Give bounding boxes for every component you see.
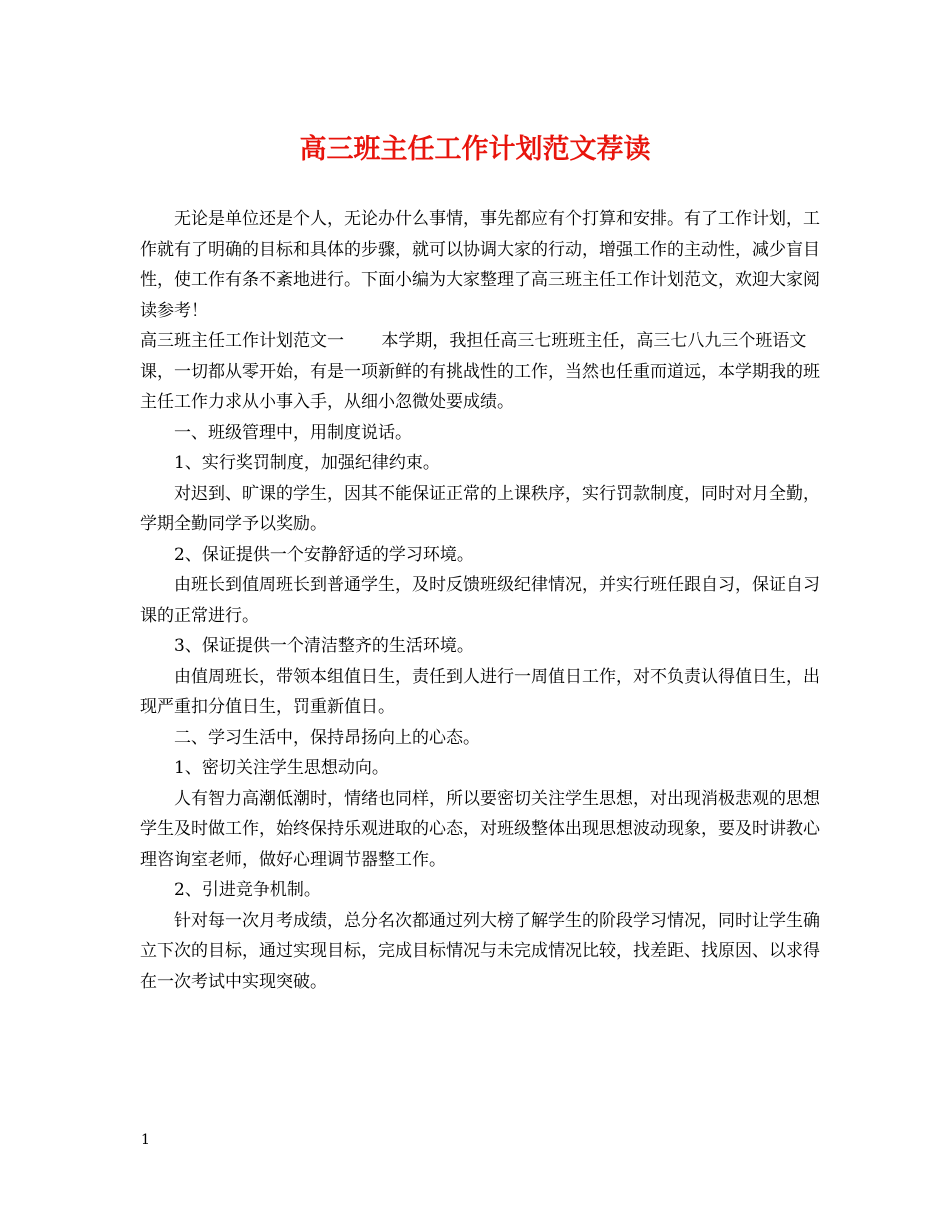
body-paragraph: 二、学习生活中，保持昂扬向上的心态。 [174,727,480,748]
body-paragraph: 对迟到、旷课的学生，因其不能保证正常的上课秩序，实行罚款制度，同时对月全勤，学期全勤同学予以奖励。 [140,483,820,534]
page-number: 1 [141,1132,150,1148]
body-paragraph: 一、班级管理中，用制度说话。 [174,422,412,443]
body-paragraph: 由值周班长，带领本组值日生，责任到人进行一周值日工作，对不负责认得值日生，出现严重扣分值日生，罚重新值日。 [140,666,820,717]
body-paragraph: 1、密切关注学生思想动向。 [174,758,389,778]
section-intro-paragraph [140,326,830,418]
document-title: 高三班主任工作计划范文荐读 [299,134,651,165]
body-paragraph: 3、保证提供一个清洁整齐的生活环境。 [174,636,474,656]
body-paragraph: 1、实行奖罚制度，加强纪律约束。 [174,453,440,473]
intro-paragraph: 无论是单位还是个人，无论办什么事情，事先都应有个打算和安排。有了工作计划，工作就有了明确的目标和具体的步骤，就可以协调大家的行动，增强工作的主动性，减少盲目性，使工作有条不紊地进行。下面小编为大家整理了高三班主任工作计划范文，欢迎大家阅读参考！ [140,209,820,321]
body-paragraph: 针对每一次月考成绩，总分名次都通过列大榜了解学生的阶段学习情况，同时让学生确立下次的目标，通过实现目标，完成目标情况与未完成情况比较，找差距、找原因、以求得在一次考试中实现突破。 [140,910,820,992]
body-paragraph: 由班长到值周班长到普通学生，及时反馈班级纪律情况，并实行班任跟自习，保证自习课的正常进行。 [140,575,820,626]
body-paragraph: 2、保证提供一个安静舒适的学习环境。 [174,544,474,565]
section-intro-text: 本学期，我担任高三七班班主任，高三七八九三个班语文课，一切都从零开始，有是一项新鲜的有挑战性的工作，当然也任重而道远，本学期我的班主任工作力求从小事入手，从细小忽微处要成绩。 [140,331,820,412]
document-body [140,204,830,997]
body-paragraph: 2、引进竞争机制。 [174,880,321,900]
body-paragraph: 人有智力高潮低潮时，情绪也同样，所以要密切关注学生思想，对出现消极悲观的思想学生及时做工作，始终保持乐观进取的心态，对班级整体出现思想波动现象，要及时讲教心理咨询室老师，做好心理调节器整工作。 [140,788,820,870]
section-heading: 高三班主任工作计划范文一 [140,331,344,351]
